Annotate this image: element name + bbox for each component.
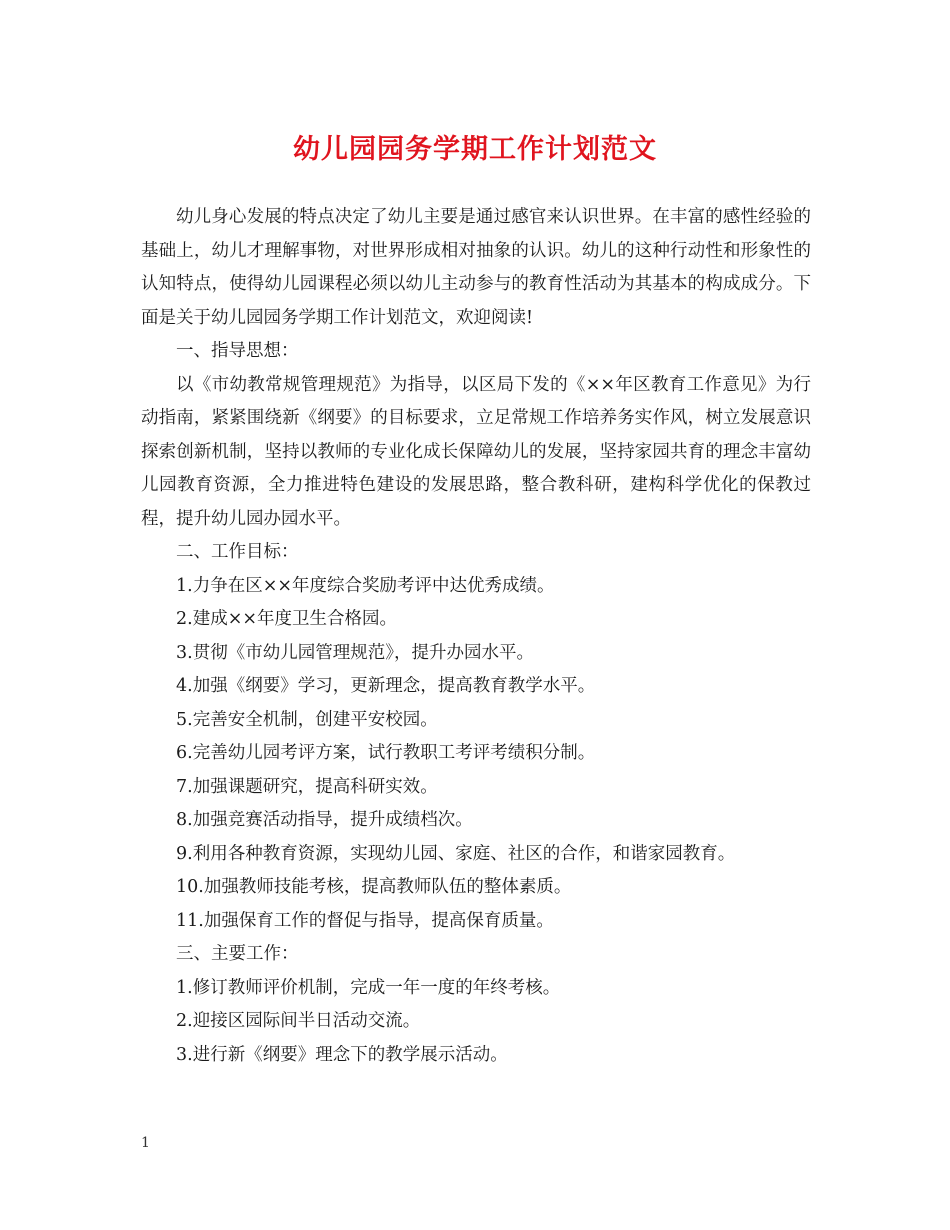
list-item: 8.加强竞赛活动指导，提升成绩档次。 <box>176 810 473 830</box>
list-item: 3.贯彻《市幼儿园管理规范》，提升办园水平。 <box>176 642 534 663</box>
list-item: 1.力争在区××年度综合奖励考评中达优秀成绩。 <box>176 575 555 596</box>
intro-paragraph: 幼儿身心发展的特点决定了幼儿主要是通过感官来认识世界。在丰富的感性经验的基础上，幼儿才理解事物，对世界形成相对抽象的认识。幼儿的这种行动性和形象性的认知特点，使得幼儿园课程必须以幼儿主动参与的教育性活动为其基本的构成成分。下面是关于幼儿园园务学期工作计划范文，欢迎阅读! <box>141 207 811 328</box>
section-heading-work-goals: 二、工作目标： <box>176 542 299 562</box>
section-heading-guiding-ideology: 一、指导思想： <box>176 341 299 361</box>
list-item: 1.修订教师评价机制，完成一年一度的年终考核。 <box>176 977 561 998</box>
document-title: 幼儿园园务学期工作计划范文 <box>293 134 657 165</box>
list-item: 7.加强课题研究，提高科研实效。 <box>176 776 438 797</box>
list-item: 2.迎接区园际间半日活动交流。 <box>176 1011 421 1031</box>
list-item: 10.加强教师技能考核，提高教师队伍的整体素质。 <box>176 877 572 897</box>
document-body <box>141 201 811 1072</box>
section-heading-main-work: 三、主要工作： <box>176 944 299 964</box>
list-item: 6.完善幼儿园考评方案，试行教职工考评考绩积分制。 <box>176 743 596 763</box>
list-item: 2.建成××年度卫生合格园。 <box>176 609 398 629</box>
list-item: 3.进行新《纲要》理念下的教学展示活动。 <box>176 1044 508 1065</box>
guiding-ideology-paragraph: 以《市幼教常规管理规范》为指导，以区局下发的《××年区教育工作意见》为行动指南，紧紧围绕新《纲要》的目标要求，立足常规工作培养务实作风，树立发展意识探索创新机制，坚持以教师的专业化成长保障幼儿的发展，坚持家园共育的理念丰富幼儿园教育资源，全力推进特色建设的发展思路，整合教科研，建构科学优化的保教过程，提升幼儿园办园水平。 <box>141 374 811 529</box>
list-item: 11.加强保育工作的督促与指导，提高保育质量。 <box>176 910 554 931</box>
list-item: 4.加强《纲要》学习，更新理念，提高教育教学水平。 <box>176 676 596 696</box>
page-number: 1 <box>141 1135 150 1151</box>
list-item: 9.利用各种教育资源，实现幼儿园、家庭、社区的合作，和谐家园教育。 <box>176 843 736 864</box>
list-item: 5.完善安全机制，创建平安校园。 <box>176 709 438 730</box>
